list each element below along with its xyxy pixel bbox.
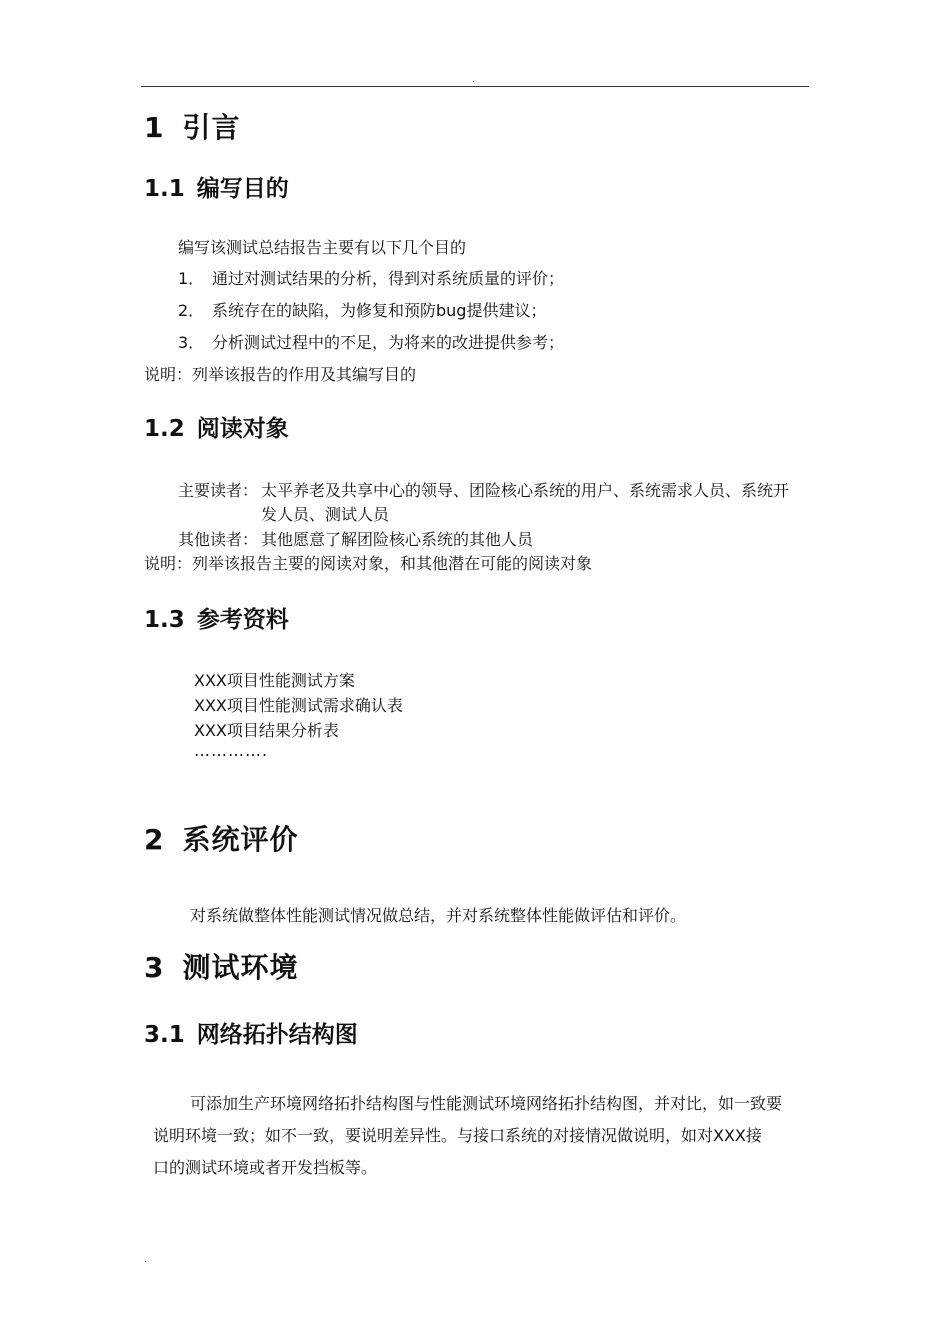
heading-number: 3.1 [144,1022,185,1048]
heading-2 [144,818,299,858]
primary-readers-label: 主要读者： [178,481,259,500]
item-text: 分析测试过程中的不足，为将来的改进提供参考； [212,333,565,352]
heading-number: 1.3 [144,607,185,633]
heading-number: 1.2 [144,416,185,442]
heading-number: 3 [144,951,165,984]
heading-1-2 [144,410,289,443]
reference-item: XXX项目性能测试方案 [194,671,355,690]
item-number: 2． [178,301,205,320]
heading-title: 阅读对象 [196,416,289,442]
header-mark: . [472,74,476,85]
other-readers-text: 其他愿意了解团险核心系统的其他人员 [261,530,534,549]
topology-paragraph-line: 口的测试环境或者开发挡板等。 [153,1158,378,1177]
purpose-note: 说明：列举该报告的作用及其编写目的 [144,365,417,384]
purpose-item [178,331,564,355]
heading-1 [144,106,241,146]
heading-3 [144,946,299,986]
reference-ellipsis: …………. [194,741,269,760]
purpose-item [178,299,546,323]
heading-title: 参考资料 [196,607,289,633]
topology-paragraph-line: 说明环境一致；如不一致，要说明差异性。与接口系统的对接情况做说明，如对XXX接 [153,1126,762,1145]
heading-1-1 [144,170,289,203]
item-text: 通过对测试结果的分析，得到对系统质量的评价； [212,269,565,288]
heading-title: 网络拓扑结构图 [196,1022,358,1048]
reference-item: XXX项目结果分析表 [194,721,339,740]
footer-mark: . [144,1254,148,1265]
primary-readers-line: 太平养老及共享中心的领导、团险核心系统的用户、系统需求人员、系统开 [261,481,790,500]
purpose-intro: 编写该测试总结报告主要有以下几个目的 [178,238,467,257]
evaluation-text: 对系统做整体性能测试情况做总结，并对系统整体性能做评估和评价。 [190,906,687,925]
other-readers-label: 其他读者： [178,530,259,549]
heading-title: 测试环境 [182,951,299,984]
heading-1-3 [144,601,289,634]
item-number: 1． [178,269,205,288]
heading-number: 2 [144,823,165,856]
topology-paragraph-line: 可添加生产环境网络拓扑结构图与性能测试环境网络拓扑结构图，并对比，如一致要 [190,1094,783,1113]
reference-item: XXX项目性能测试需求确认表 [194,696,403,715]
heading-number: 1 [144,111,165,144]
primary-readers-line: 发人员、测试人员 [261,505,390,524]
heading-title: 系统评价 [182,823,299,856]
heading-3-1 [144,1016,358,1049]
header-rule [141,86,809,87]
readers-note: 说明：列举该报告主要的阅读对象，和其他潜在可能的阅读对象 [144,554,593,573]
heading-title: 引言 [182,111,241,144]
item-number: 3． [178,333,205,352]
heading-number: 1.1 [144,176,185,202]
heading-title: 编写目的 [196,176,289,202]
item-text: 系统存在的缺陷，为修复和预防bug提供建议； [212,301,547,320]
purpose-item [178,267,564,291]
